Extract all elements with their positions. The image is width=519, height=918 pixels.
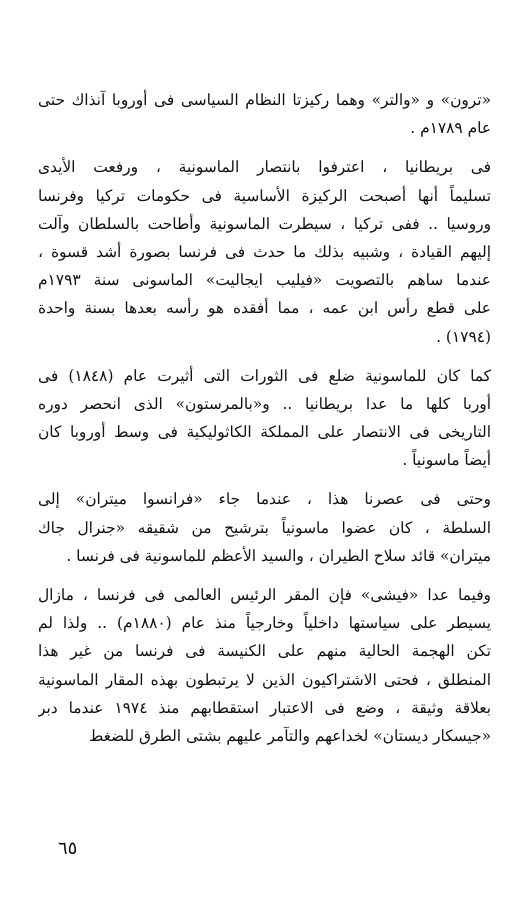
- text-line: أوربا كلها ما عدا بريطانيا .. و«بالمرستون» الذى انحصر دوره: [38, 394, 491, 413]
- text-line: وروسيا .. ففى تركيا ، سيطرت الماسونية وأطاحت بالسلطان وآلت: [38, 214, 491, 233]
- text-line: «ترون» و «والتر» وهما ركيزتا النظام السياسى فى أوروبا آنذاك حتى: [38, 91, 491, 109]
- text-line: وحتى فى عصرنا هذا ، عندما جاء «فرانسوا ميتران» إلى: [38, 490, 491, 509]
- paragraph: [38, 153, 491, 350]
- text-line: السلطة ، كان عضوا ماسونياً بترشيح من شقيقه «جنرال جاك: [38, 518, 491, 537]
- text-line: فى بريطانيا ، اعترفوا بانتصار الماسونية ، ورفعت الأيدى: [38, 158, 491, 177]
- text-line: يسيطر على سياستها داخلياً وخارجياً منذ عام (١٨٨٠م) .. ولذا لم: [38, 614, 491, 633]
- text-line: إليهم القيادة ، وشبيه بذلك ما حدث فى فرنسا بصورة أشد قسوة ،: [38, 242, 491, 261]
- text-line: التاريخى فى الانتصار على المملكة الكاثوليكية فى وسط أوروبا كان: [38, 423, 491, 442]
- text-line: كما كان للماسونية ضلع فى الثورات التى أثيرت عام (١٨٤٨) فى: [38, 366, 491, 385]
- text-line: على قطع رأس ابن عمه ، مما أفقده هو رأسه بعدها بسنة واحدة: [38, 299, 491, 318]
- paragraph: [38, 485, 491, 570]
- text-line: تسليماً أنها أصبحت الركيزة الأساسية فى حكومات تركيا وفرنسا: [38, 186, 491, 205]
- text-line: المنطلق ، فحتى الاشتراكيون الذين لا يرتبطون بهذه المقار الماسونية: [38, 670, 491, 689]
- text-line: عام ١٧٨٩م .: [410, 119, 491, 138]
- page-number: ٦٥: [58, 838, 78, 859]
- page-body-text: [38, 86, 491, 750]
- paragraph: [38, 86, 491, 142]
- paragraph: [38, 362, 491, 475]
- paragraph: [38, 581, 491, 750]
- text-line: وفيما عدا «فيشى» فإن المقر الرئيس العالمى فى فرنسا ، مازال: [38, 586, 491, 604]
- text-line: ميتران» قائد سلاح الطيران ، والسيد الأعظم للماسونية فى فرنسا .: [66, 546, 491, 565]
- text-line: تكن الهجمة الحالية منهم على الكنيسة فى فرنسا من غير هذا: [38, 642, 491, 661]
- text-line: (١٧٩٤) .: [436, 327, 491, 346]
- text-line: أيضاً ماسونياً .: [402, 451, 491, 470]
- text-line: بعلاقة وثيقة ، وضع فى الاعتبار استقطابهم منذ ١٩٧٤ عندما دبر: [38, 698, 491, 717]
- text-line: عندما ساهم بالتصويت «فيليب ايجاليت» الماسونى سنة ١٧٩٣م: [38, 271, 491, 290]
- text-line: «جيسكار ديستان» لخداعهم والتآمر عليهم بشتى الطرق للضغط: [89, 726, 491, 745]
